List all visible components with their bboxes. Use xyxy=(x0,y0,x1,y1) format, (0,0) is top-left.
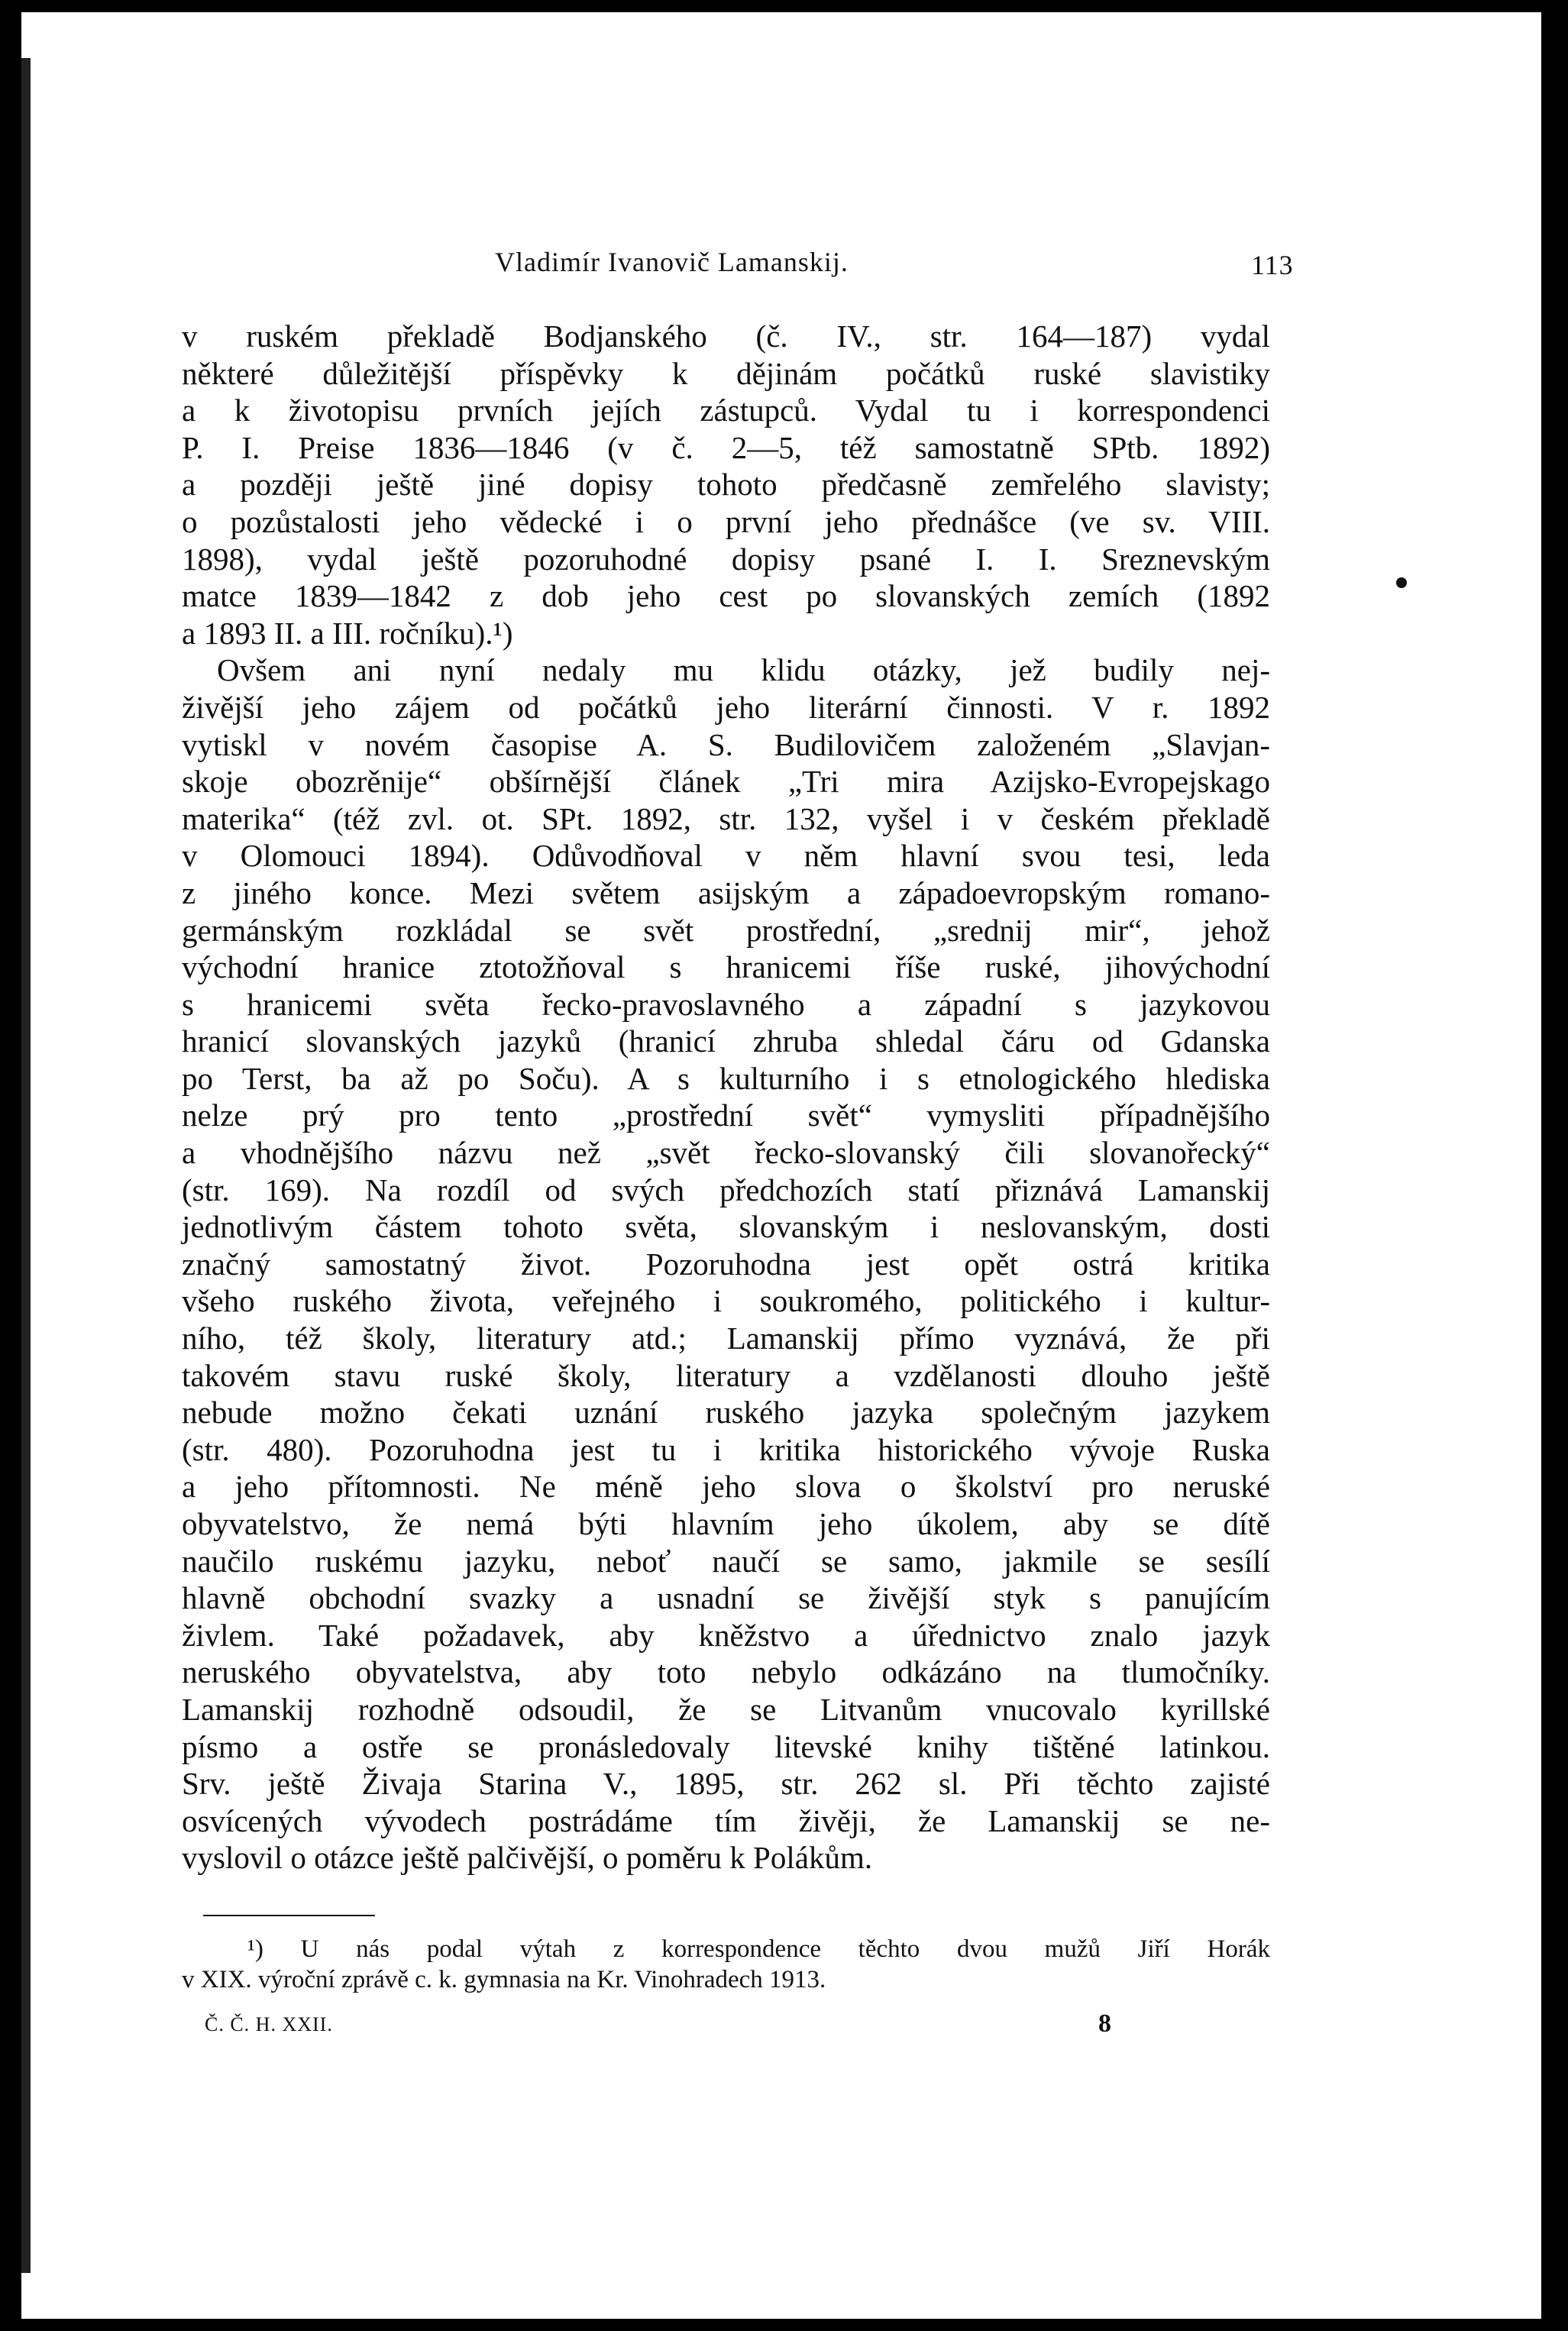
ink-speck xyxy=(1396,577,1407,588)
text-line: Ovšem ani nyní nedaly mu klidu otázky, jež budily nej- xyxy=(217,652,1270,688)
text-line: takovém stavu ruské školy, literatury a vzdělanosti dlouho ještě xyxy=(182,1357,1270,1393)
scan-edge xyxy=(21,58,31,2273)
journal-signature: Č. Č. H. XXII. xyxy=(205,2013,333,2035)
text-line: značný samostatný život. Pozoruhodna jest opět ostrá kritika xyxy=(182,1246,1270,1282)
text-line: germánským rozkládal se svět prostřední, „srednij mir“, jehož xyxy=(182,912,1270,948)
text-line: písmo a ostře se pronásledovaly litevské knihy tištěné latinkou. xyxy=(182,1728,1270,1764)
text-line: (str. 480). Pozoruhodna jest tu i kritika historického vývoje Ruska xyxy=(182,1431,1270,1467)
text-line: jednotlivým částem tohoto světa, slovanským i neslovanským, dosti xyxy=(182,1209,1270,1245)
text-line: a k životopisu prvních jejích zástupců. Vydal tu i korrespondenci xyxy=(182,393,1270,428)
text-line: živlem. Také požadavek, aby kněžstvo a úřednictvo znalo jazyk xyxy=(182,1617,1270,1653)
page-number: 113 xyxy=(1251,250,1294,280)
text-line: některé důležitější příspěvky k dějinám počátků ruské slavistiky xyxy=(182,355,1270,391)
text-line: a 1893 II. a III. ročníku).¹) xyxy=(182,615,513,651)
footnote-line: ¹) U nás podal výtah z korrespondence těchto dvou mužů Jiří Horák xyxy=(247,1935,1270,1963)
text-line: vyslovil o otázce ještě palčivější, o poměru k Polákům. xyxy=(182,1840,873,1876)
text-line: z jiného konce. Mezi světem asijským a západoevropským romano- xyxy=(182,875,1270,910)
text-line: s hranicemi světa řecko-pravoslavného a západní s jazykovou xyxy=(182,986,1270,1022)
text-line: (str. 169). Na rozdíl od svých předchozích statí přiznává Lamanskij xyxy=(182,1172,1270,1208)
text-line: neruského obyvatelstva, aby toto nebylo odkázáno na tlumočníky. xyxy=(182,1654,1270,1690)
text-line: živější jeho zájem od počátků jeho literární činnosti. V r. 1892 xyxy=(182,689,1270,725)
text-line: 1898), vydal ještě pozoruhodné dopisy psané I. I. Sreznevským xyxy=(182,541,1270,577)
text-line: naučilo ruskému jazyku, neboť naučí se samo, jakmile se sesílí xyxy=(182,1543,1270,1579)
text-line: a později ještě jiné dopisy tohoto předčasně zemřelého slavisty; xyxy=(182,467,1270,503)
text-line: a jeho přítomnosti. Ne méně jeho slova o školství pro neruské xyxy=(182,1469,1270,1505)
text-line: Srv. ještě Živaja Starina V., 1895, str. 262 sl. Při těchto zajisté xyxy=(182,1766,1270,1802)
text-line: Lamanskij rozhodně odsoudil, že se Litvanům vnucovalo kyrillské xyxy=(182,1691,1270,1727)
footnotes xyxy=(182,1934,1270,1995)
text-line: v Olomouci 1894). Odůvodňoval v něm hlavní svou tesi, leda xyxy=(182,838,1270,874)
text-line: vytiskl v novém časopise A. S. Budilovičem založeném „Slavjan- xyxy=(182,726,1270,762)
text-line: matce 1839—1842 z dob jeho cest po slovanských zemích (1892 xyxy=(182,578,1270,614)
running-title: Vladimír Ivanovič Lamanskij. xyxy=(495,247,849,277)
text-line: nelze prý pro tento „prostřední svět“ vymysliti případnějšího xyxy=(182,1098,1270,1133)
text-line: obyvatelstvo, že nemá býti hlavním jeho úkolem, aby se dítě xyxy=(182,1506,1270,1541)
text-line: a vhodnějšího názvu než „svět řecko-slovanský čili slovanořecký“ xyxy=(182,1135,1270,1171)
sheet-number: 8 xyxy=(1098,2009,1111,2038)
text-line: materika“ (též zvl. ot. SPt. 1892, str. 132, vyšel i v českém překladě xyxy=(182,800,1270,836)
text-line: hranicí slovanských jazyků (hranicí zhruba shledal čáru od Gdanska xyxy=(182,1023,1270,1059)
text-line: v ruském překladě Bodjanského (č. IV., str. 164—187) vydal xyxy=(182,318,1270,354)
text-line: ního, též školy, literatury atd.; Lamanskij přímo vyznává, že při xyxy=(182,1321,1270,1356)
text-line: skoje obozrěnije“ obšírnější článek „Tri mira Azijsko-Evropejskago xyxy=(182,764,1270,800)
text-line: po Terst, ba až po Soču). A s kulturního i s etnologického hlediska xyxy=(182,1060,1270,1096)
text-line: P. I. Preise 1836—1846 (v č. 2—5, též samostatně SPtb. 1892) xyxy=(182,429,1270,465)
text-line: osvícených vývodech postrádáme tím živěji, že Lamanskij se ne- xyxy=(182,1802,1270,1838)
text-line: východní hranice ztotožňoval s hranicemi říše ruské, jihovýchodní xyxy=(182,949,1270,985)
body-text xyxy=(182,318,1270,1877)
text-line: o pozůstalosti jeho vědecké i o první jeho přednášce (ve sv. VIII. xyxy=(182,503,1270,539)
text-line: všeho ruského života, veřejného i soukromého, politického i kultur- xyxy=(182,1283,1270,1319)
footnote-divider xyxy=(203,1915,375,1916)
footnote-line: v XIX. výroční zprávě c. k. gymnasia na Kr. Vinohradech 1913. xyxy=(182,1966,826,1993)
text-line: nebude možno čekati uznání ruského jazyka společným jazykem xyxy=(182,1395,1270,1431)
text-line: hlavně obchodní svazky a usnadní se živější styk s panujícím xyxy=(182,1580,1270,1616)
page-header xyxy=(21,240,1541,286)
book-page xyxy=(21,12,1541,2319)
